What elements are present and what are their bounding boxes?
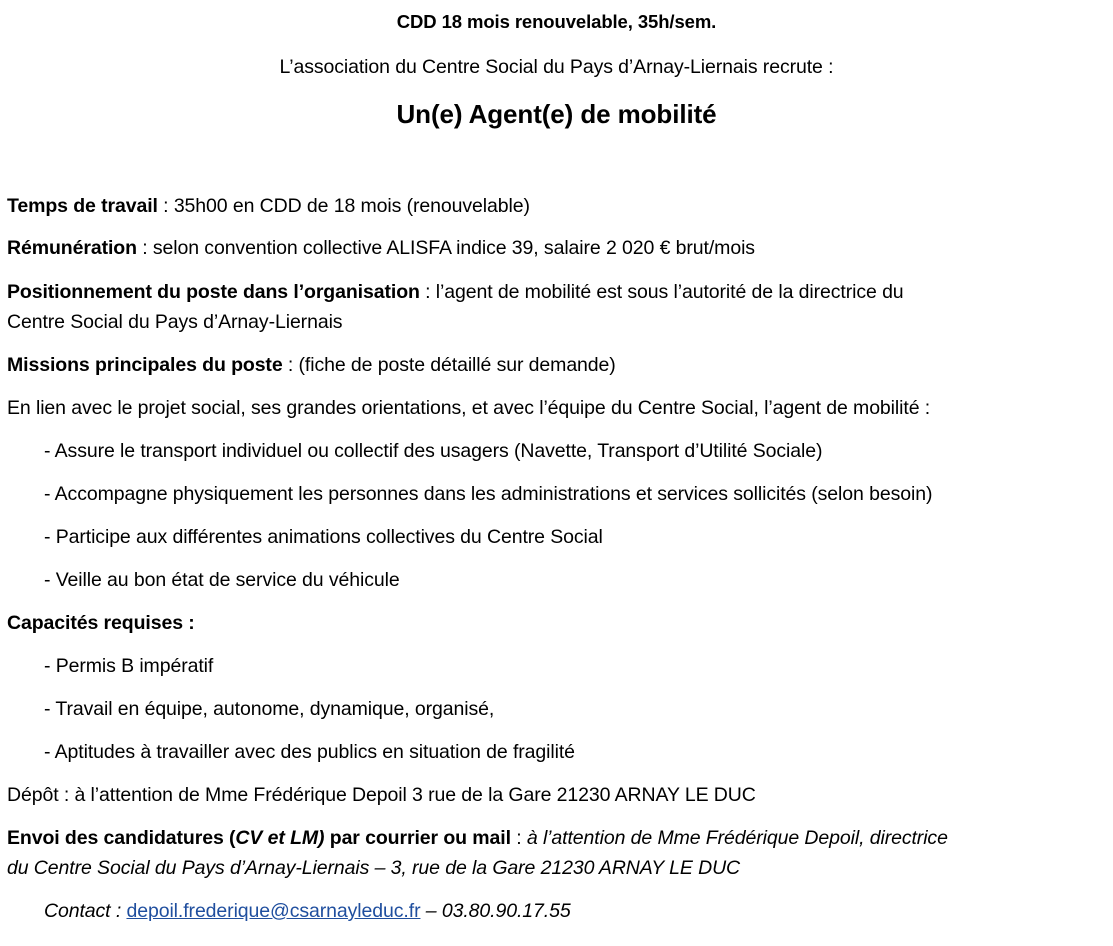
temps-value: : 35h00 en CDD de 18 mois (renouvelable) [157, 195, 530, 217]
missions-intro: En lien avec le projet social, ses grandes orientations, et avec l’équipe du Centre Social, l’agent de mobilité : [7, 397, 931, 419]
mission-item: - Veille au bon état de service du véhicule [44, 569, 400, 591]
envoi-sep: : [510, 827, 527, 849]
contact-email-link[interactable]: depoil.frederique@csarnayleduc.fr [126, 900, 421, 922]
contract-heading: CDD 18 mois renouvelable, 35h/sem. [396, 11, 717, 32]
positionnement-label: Positionnement du poste dans l’organisation [7, 281, 420, 303]
positionnement-line-2: Centre Social du Pays d’Arnay-Liernais [7, 311, 343, 333]
envoi-line [7, 826, 948, 850]
capacity-item: - Permis B impératif [44, 655, 214, 677]
contact-phone: – 03.80.90.17.55 [420, 900, 571, 922]
mission-item: - Participe aux différentes animations collectives du Centre Social [44, 526, 603, 548]
envoi-label-1: Envoi des candidatures ( [7, 827, 236, 849]
positionnement-line [7, 280, 904, 304]
job-title: Un(e) Agent(e) de mobilité [396, 99, 717, 129]
envoi-line-2: du Centre Social du Pays d’Arnay-Liernais – 3, rue de la Gare 21230 ARNAY LE DUC [7, 857, 741, 879]
capacities-heading: Capacités requises : [7, 612, 195, 634]
missions-value: : (fiche de poste détaillé sur demande) [282, 354, 616, 376]
remuneration-line [7, 236, 755, 260]
missions-label: Missions principales du poste [7, 354, 283, 376]
capacity-item: - Aptitudes à travailler avec des publics en situation de fragilité [44, 741, 575, 763]
remuneration-label: Rémunération [7, 237, 137, 259]
envoi-label-cv: CV et LM) [235, 827, 325, 849]
positionnement-value: : l’agent de mobilité est sous l’autorité de la directrice du [419, 281, 904, 303]
temps-de-travail-line [7, 194, 530, 218]
envoi-label-2: par courrier ou mail [324, 827, 511, 849]
missions-line [7, 353, 616, 377]
envoi-text-1: à l’attention de Mme Frédérique Depoil, directrice [526, 827, 948, 849]
mission-item: - Accompagne physiquement les personnes dans les administrations et services sollicités (selon besoin) [44, 483, 933, 505]
temps-label: Temps de travail [7, 195, 158, 217]
contact-line [44, 899, 571, 923]
capacity-item: - Travail en équipe, autonome, dynamique, organisé, [44, 698, 495, 720]
mission-item: - Assure le transport individuel ou collectif des usagers (Navette, Transport d’Utilité Sociale) [44, 440, 823, 462]
contact-label: Contact : [44, 900, 127, 922]
intro-text: L’association du Centre Social du Pays d’Arnay-Liernais recrute : [279, 56, 834, 78]
remuneration-value: : selon convention collective ALISFA indice 39, salaire 2 020 € brut/mois [136, 237, 755, 259]
depot-line: Dépôt : à l’attention de Mme Frédérique Depoil 3 rue de la Gare 21230 ARNAY LE DUC [7, 784, 756, 806]
